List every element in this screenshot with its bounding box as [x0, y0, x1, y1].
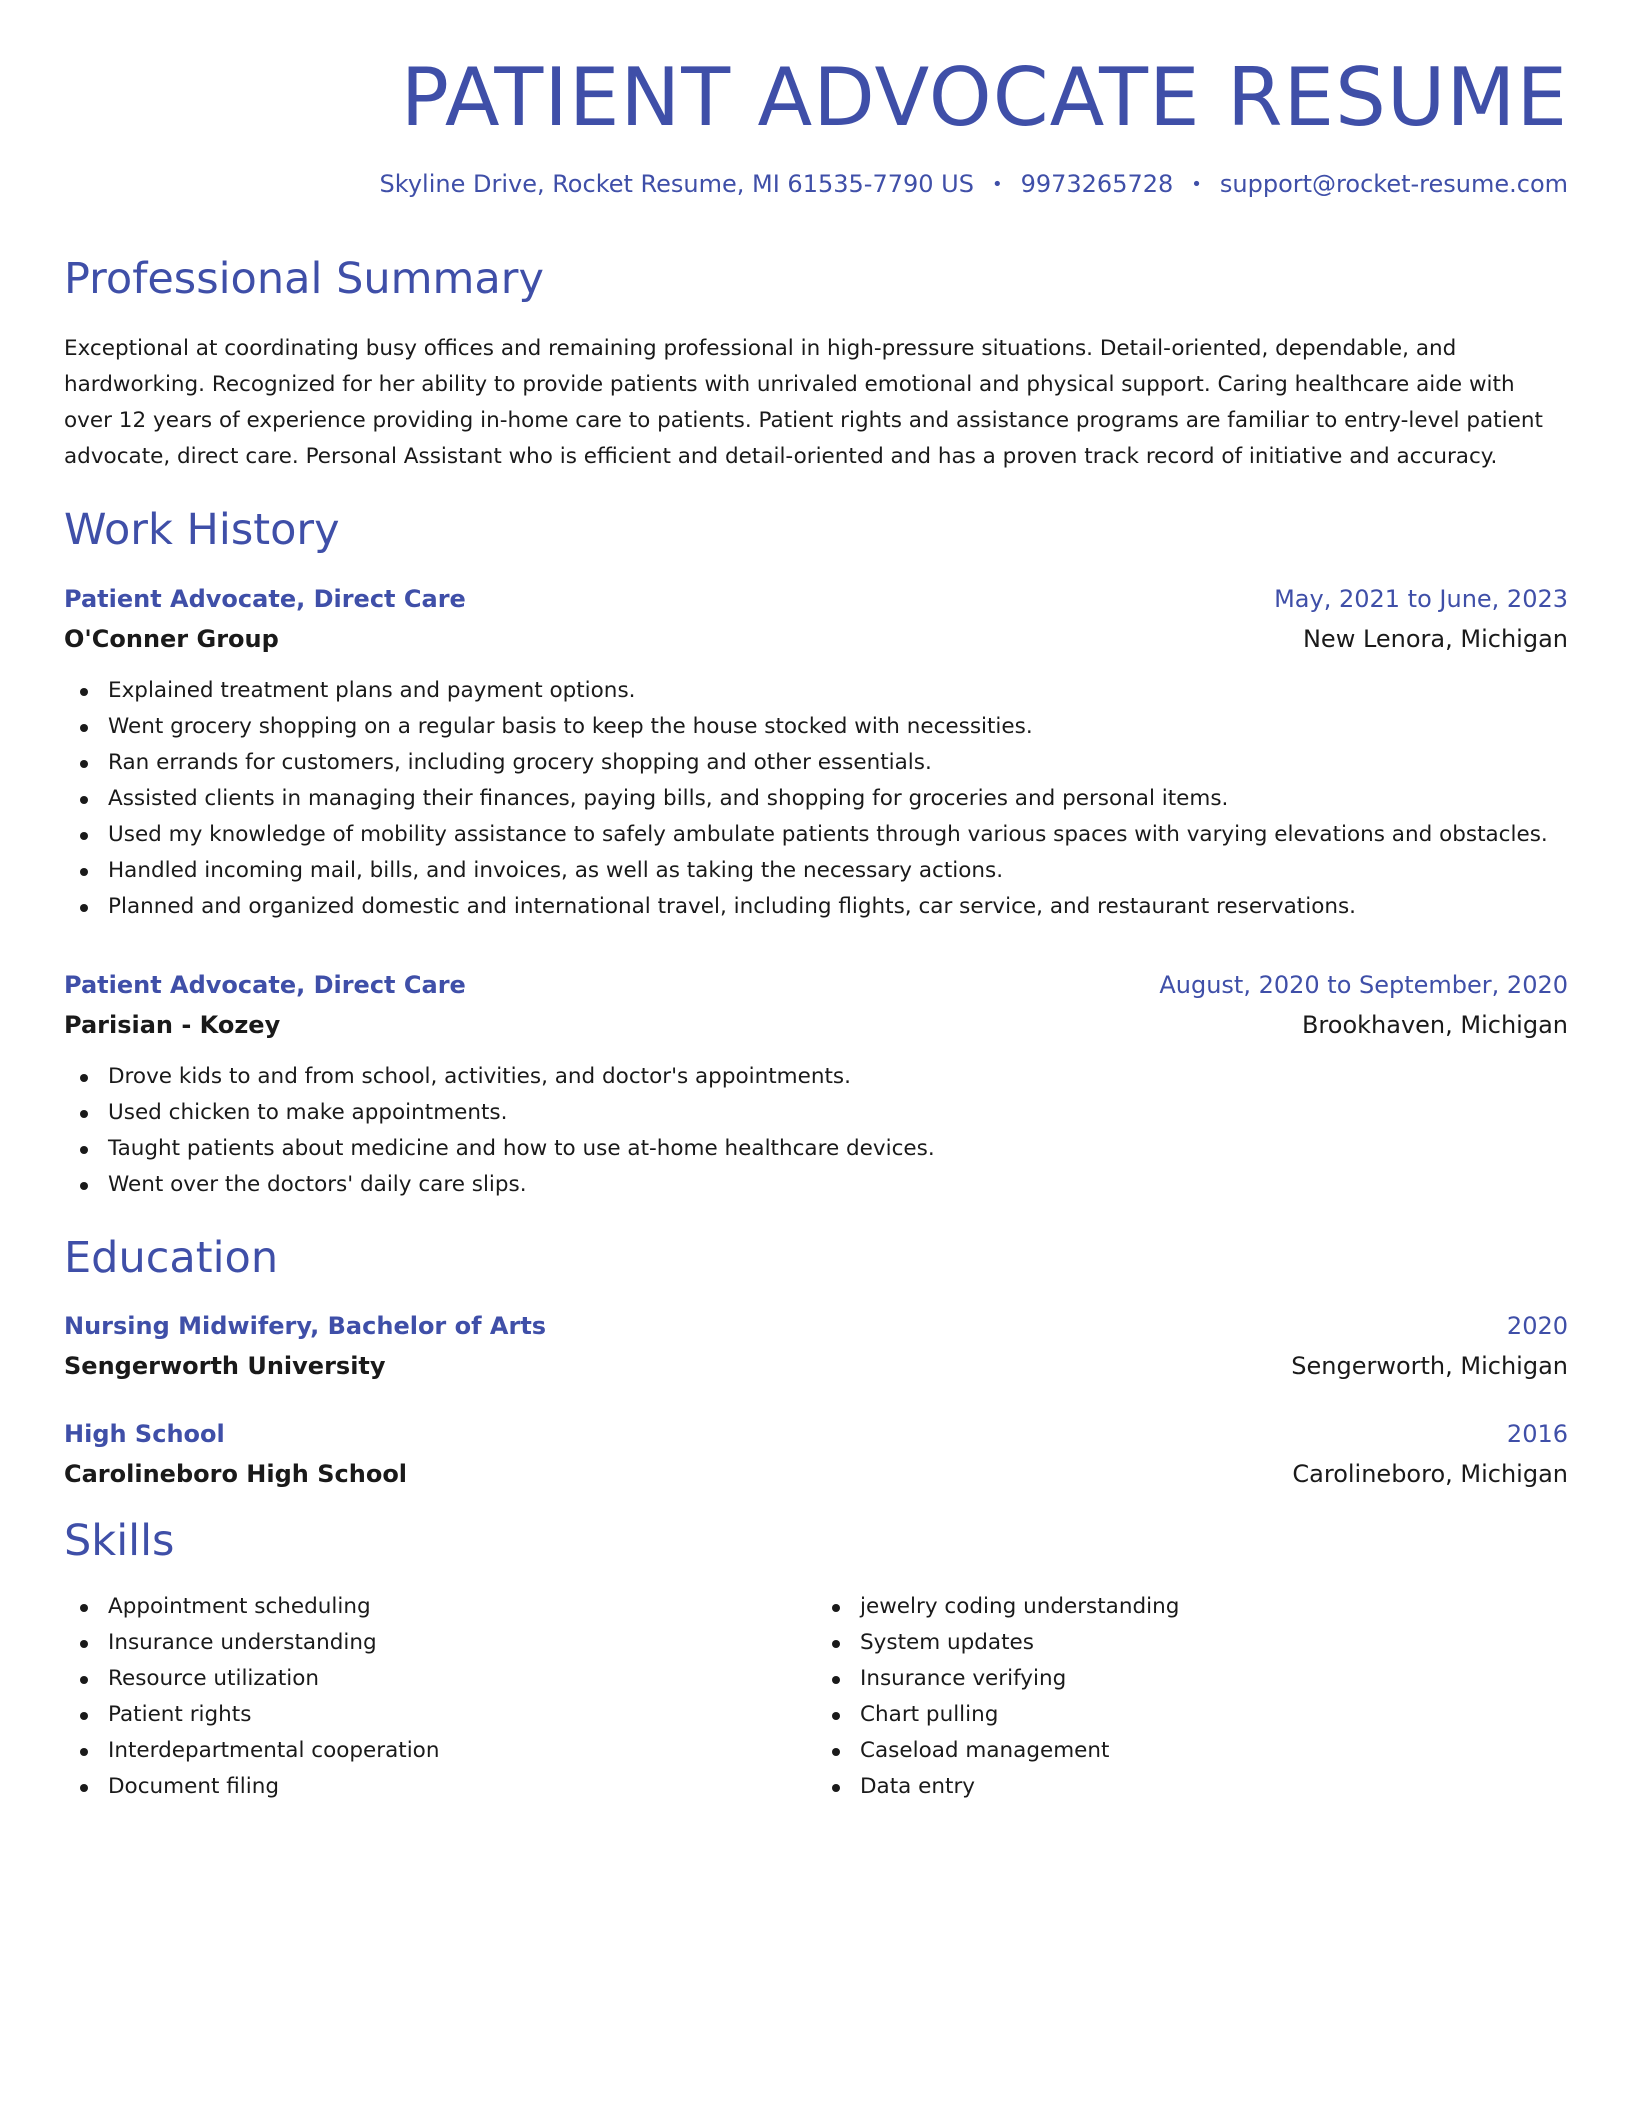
- job-duty-item: Explained treatment plans and payment options.: [64, 673, 1568, 709]
- skill-item: Data entry: [816, 1769, 1568, 1805]
- work-entry: [64, 585, 1568, 925]
- school-name: Sengerworth University: [64, 1351, 386, 1380]
- graduation-year: 2016: [1506, 1419, 1568, 1448]
- work-entry: [64, 971, 1568, 1203]
- company-name: Parisian - Kozey: [64, 1010, 281, 1039]
- work-entry-subheader: [64, 1011, 1568, 1039]
- skill-item: Patient rights: [64, 1697, 816, 1733]
- education-entry-subheader: [64, 1460, 1568, 1488]
- job-duty-item: Used my knowledge of mobility assistance to safely ambulate patients through various spaces with varying elevations and obstacles.: [64, 817, 1568, 853]
- school-location: Carolineboro, Michigan: [1292, 1459, 1568, 1488]
- job-duty-item: Assisted clients in managing their finances, paying bills, and shopping for groceries and personal items.: [64, 781, 1568, 817]
- education-entry: [64, 1312, 1568, 1380]
- skills-list-right: [816, 1589, 1568, 1805]
- skill-item: Caseload management: [816, 1733, 1568, 1769]
- job-location: New Lenora, Michigan: [1302, 624, 1568, 653]
- skills-list-left: [64, 1589, 816, 1805]
- skill-item: Chart pulling: [816, 1697, 1568, 1733]
- skill-item: Resource utilization: [64, 1661, 816, 1697]
- job-duty-item: Drove kids to and from school, activities, and doctor's appointments.: [64, 1059, 1568, 1095]
- contact-separator: •: [1191, 174, 1202, 195]
- skill-item: Appointment scheduling: [64, 1589, 816, 1625]
- education-entry-header: [64, 1420, 1568, 1448]
- work-entry-header: [64, 971, 1568, 999]
- school-name: Carolineboro High School: [64, 1459, 408, 1488]
- job-title: Patient Advocate, Direct Care: [64, 584, 466, 613]
- education-entry-header: [64, 1312, 1568, 1340]
- company-name: O'Conner Group: [64, 624, 279, 653]
- work-entry-subheader: [64, 625, 1568, 653]
- contact-email: support@rocket-resume.com: [1219, 170, 1568, 198]
- education-entry: [64, 1420, 1568, 1488]
- job-dates: May, 2021 to June, 2023: [1274, 584, 1568, 613]
- job-duties-list: [64, 1059, 1568, 1203]
- skills-heading: Skills: [64, 1515, 175, 1566]
- job-location: Brookhaven, Michigan: [1301, 1010, 1568, 1039]
- graduation-year: 2020: [1506, 1311, 1568, 1340]
- degree: Nursing Midwifery, Bachelor of Arts: [64, 1311, 547, 1340]
- contact-address: Skyline Drive, Rocket Resume, MI 61535-7790 US: [379, 170, 974, 198]
- job-duties-list: [64, 673, 1568, 925]
- contact-separator: •: [991, 174, 1003, 195]
- job-duty-item: Planned and organized domestic and international travel, including flights, car service, and restaurant reservations.: [64, 889, 1568, 925]
- skills-grid: [64, 1589, 1568, 1805]
- summary-heading: Professional Summary: [64, 254, 544, 304]
- job-duty-item: Went grocery shopping on a regular basis to keep the house stocked with necessities.: [64, 709, 1568, 745]
- school-location: Sengerworth, Michigan: [1291, 1351, 1568, 1380]
- summary-text: Exceptional at coordinating busy offices and remaining professional in high-pressure situations. Detail-oriented, dependable, and hardworking. Recognized for her ability to provide patients with unrivaled emotional and physical support. Caring healthcare aide with over 12 years of experience providing in-home care to patients. Patient rights and assistance programs are familiar to entry-level patient advocate, direct care. Personal Assistant who is efficient and detail-oriented and has a proven track record of initiative and accuracy.: [64, 336, 1543, 470]
- education-heading: Education: [64, 1232, 279, 1283]
- job-duty-item: Ran errands for customers, including grocery shopping and other essentials.: [64, 745, 1568, 781]
- skill-item: jewelry coding understanding: [816, 1589, 1568, 1625]
- job-duty-item: Used chicken to make appointments.: [64, 1095, 1568, 1131]
- job-duty-item: Taught patients about medicine and how to use at-home healthcare devices.: [64, 1131, 1568, 1167]
- job-dates: August, 2020 to September, 2020: [1159, 970, 1568, 999]
- work-entry-header: [64, 585, 1568, 613]
- contact-line: [64, 170, 1568, 200]
- skill-item: Insurance understanding: [64, 1625, 816, 1661]
- contact-phone: 9973265728: [1020, 170, 1174, 198]
- education-entry-subheader: [64, 1352, 1568, 1380]
- skill-item: Interdepartmental cooperation: [64, 1733, 816, 1769]
- job-title: Patient Advocate, Direct Care: [64, 970, 466, 999]
- job-duty-item: Handled incoming mail, bills, and invoices, as well as taking the necessary actions.: [64, 853, 1568, 889]
- skill-item: Insurance verifying: [816, 1661, 1568, 1697]
- degree: High School: [64, 1419, 225, 1448]
- resume-title: PATIENT ADVOCATE RESUME: [400, 51, 1568, 144]
- skill-item: Document filing: [64, 1769, 816, 1805]
- skill-item: System updates: [816, 1625, 1568, 1661]
- job-duty-item: Went over the doctors' daily care slips.: [64, 1167, 1568, 1203]
- work-history-heading: Work History: [64, 505, 340, 556]
